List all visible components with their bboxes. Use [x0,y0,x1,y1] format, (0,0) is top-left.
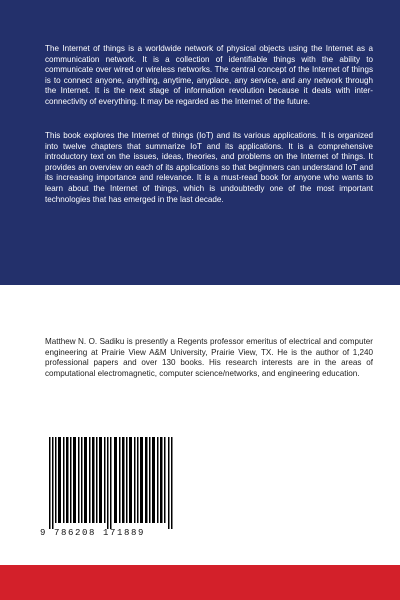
bottom-color-bar [0,565,400,600]
isbn-number: 9 786208 171889 [40,528,146,538]
barcode-icon [40,437,190,529]
description-panel [0,0,400,285]
description-paragraph-1: The Internet of things is a worldwide network of physical objects using the Internet as a communication network. It is a collection of identifiable things with the ability to communicate over wired or wireless networks. The central concept of the Internet of things is to connect anyone, anything, anytime, anyplace, any service, and any network through the Internet. It is the next stage of information revolution because it deals with inter-connectivity of everything. It may be regarded as the Internet of the future. [45,44,373,106]
description-paragraph-2: This book explores the Internet of things (IoT) and its various applications. It is organized into twelve chapters that summarize IoT and its applications. It is a comprehensive introductory text on the issues, ideas, theories, and problems on the Internet of things. It provides an overview on each of its applications so that beginners can understand IoT and its increasing importance and relevance. It is a must-read book for anyone who wants to learn about the Internet of things, which is undoubtedly one of the most important technologies that has emerged in the last decade. [45,131,373,204]
author-bio: Matthew N. O. Sadiku is presently a Regents professor emeritus of electrical and computer engineering at Prairie View A&M University, Prairie View, TX. He is the author of 1,240 professional papers and over 130 books. His research interests are in the areas of computational electromagnetic, computer science/networks, and engineering education. [45,337,373,378]
